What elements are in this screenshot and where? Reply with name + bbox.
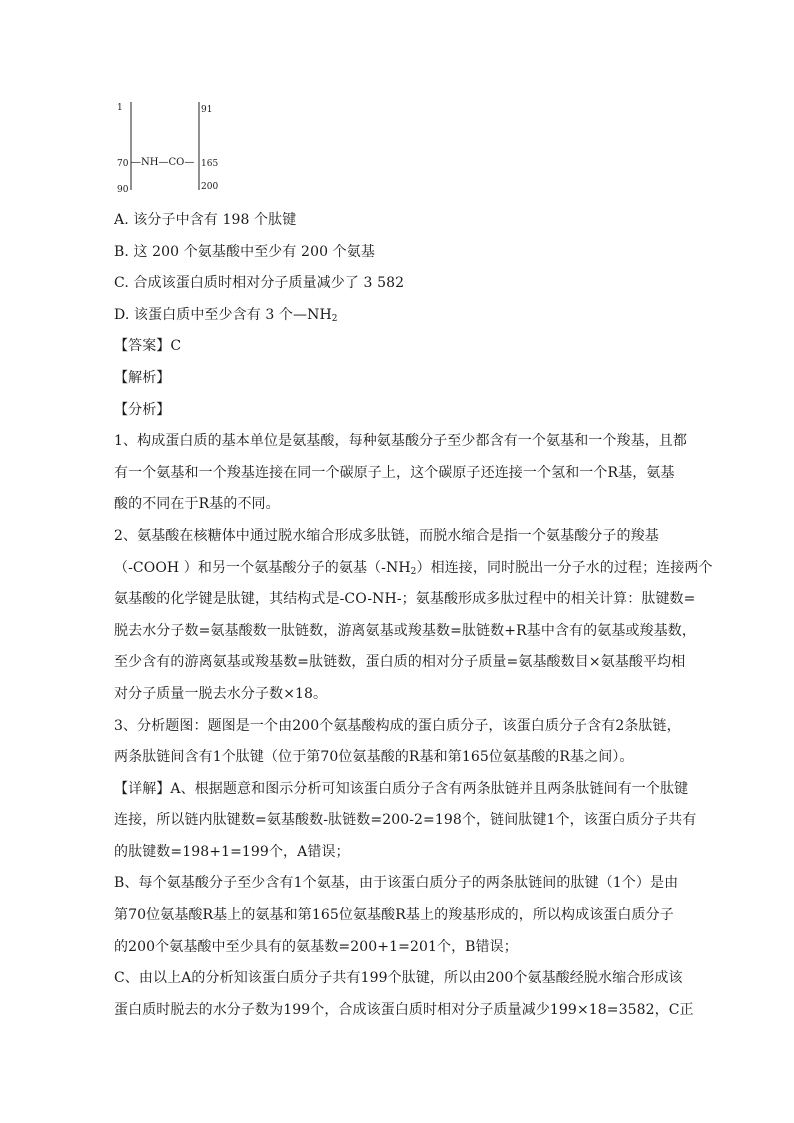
option-d-subscript: 2: [331, 313, 338, 324]
label-right-mid: 165: [201, 159, 219, 169]
p1-line: 酸的不同在于R基的不同。: [114, 496, 280, 513]
option-d: [114, 300, 682, 332]
label-left-top: 1: [117, 103, 123, 113]
label-right-bottom: 200: [201, 182, 219, 192]
detail-b-line: 第70位氨基酸R基上的氨基和第165位氨基酸R基上的羧基形成的，所以构成该蛋白质分子: [114, 907, 674, 924]
detail-a-line: 【详解】A、根据题意和图示分析可知该蛋白质分子含有两条肽链并且两条肽链间有一个肽键: [114, 780, 689, 797]
p3-line: 3、分析题图：题图是一个由200个氨基酸构成的蛋白质分子，该蛋白质分子含有2条肽链，: [114, 717, 681, 734]
label-left-mid: 70: [117, 159, 129, 169]
question-content: [114, 205, 713, 1026]
detail-c-line: 蛋白质时脱去的水分子数为199个，合成该蛋白质时相对分子质量减少199×18=3582，C正: [114, 1001, 694, 1018]
p2-line: 脱去水分子数=氨基酸数一肽链数，游离氨基或羧基数=肽链数+R基中含有的氨基或羧基数，: [114, 622, 696, 639]
option-b: B. 这 200 个氨基酸中至少有 200 个氨基: [114, 243, 375, 260]
label-left-bottom: 90: [117, 185, 129, 195]
option-c: C. 合成该蛋白质时相对分子质量减少了 3 582: [114, 275, 405, 292]
p2-l2-sub: 2: [410, 566, 417, 577]
analysis-paragraph-3: [114, 711, 682, 774]
analysis-paragraph-2: [114, 521, 713, 711]
p2-l2-a: （-COOH ）和另一个氨基酸分子的氨基（-NH: [114, 559, 411, 576]
fenxi-heading: 【分析】: [114, 401, 171, 418]
detail-c: [114, 963, 694, 1026]
p2-line: 对分子质量一脱去水分子数×18。: [114, 685, 328, 702]
detail-c-line: C、由以上A的分析知该蛋白质分子共有199个肽键，所以由200个氨基酸经脱水缩合形成该: [114, 970, 683, 987]
p1-line: 1、构成蛋白质的基本单位是氨基酸，每种氨基酸分子至少都含有一个氨基和一个羧基，且都: [114, 433, 688, 450]
analysis-paragraph-1: [114, 426, 688, 521]
option-a: A. 该分子中含有 198 个肽键: [114, 212, 297, 228]
option-d-text: D. 该蛋白质中至少含有 3 个—NH: [114, 306, 332, 323]
detail-b-line: B、每个氨基酸分子至少含有1个氨基，由于该蛋白质分子的两条肽链间的肽键（1个）是由: [114, 875, 679, 892]
peptide-bond-label: —NH—CO—: [131, 157, 195, 168]
p2-line: 2、氨基酸在核糖体中通过脱水缩合形成多肽链，而脱水缩合是指一个氨基酸分子的羧基: [114, 527, 659, 544]
detail-a-line: 的肽键数=198+1=199个，A错误；: [114, 843, 350, 860]
p2-l2-b: ）相连接，同时脱出一分子水的过程；连接两个: [416, 559, 713, 576]
p2-line-formula: [114, 553, 713, 585]
p3-line: 两条肽链间含有1个肽键（位于第70位氨基酸的R基和第165位氨基酸的R基之间）。: [114, 749, 634, 766]
detail-a-line: 连接，所以链内肽键数=氨基酸数-肽链数=200-2=198个，链间肽键1个，该蛋白质分子共有: [114, 812, 697, 829]
protein-structure-diagram: [112, 100, 232, 196]
answer: 【答案】C: [114, 338, 182, 355]
p2-line: 至少含有的游离氨基或羧基数=肽链数，蛋白质的相对分子质量=氨基酸数目×氨基酸平均相: [114, 654, 686, 671]
detail-a: [114, 774, 697, 869]
p1-line: 有一个氨基和一个羧基连接在同一个碳原子上，这个碳原子还连接一个氢和一个R基，氨基: [114, 464, 675, 481]
detail-b: [114, 868, 682, 963]
label-right-top: 91: [201, 105, 213, 115]
p2-line: 氨基酸的化学键是肽键，其结构式是-CO-NH-；氨基酸形成多肽过程中的相关计算：肽键数=: [114, 591, 696, 608]
analysis-heading: 【解析】: [114, 369, 171, 386]
detail-b-line: 的200个氨基酸中至少具有的氨基数=200+1=201个，B错误；: [114, 938, 518, 955]
